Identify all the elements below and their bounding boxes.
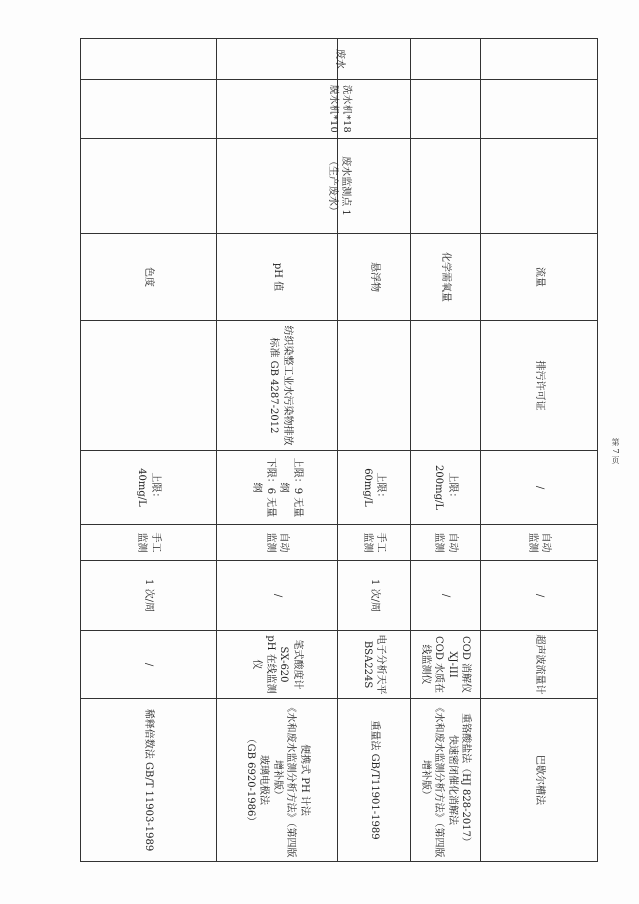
analysis-cell: 重量法 GB/T11901-1989: [368, 720, 380, 840]
analysis-cell: 稀释倍数法 GB/T 11903-1989: [143, 708, 155, 852]
method-cell: 自动 监测: [527, 532, 552, 553]
instrument-cell: 笔式酸度计 SX-620 pH 在线监测仪: [251, 635, 303, 694]
pollutant-cell: 色度: [143, 267, 155, 287]
frequency-cell: /: [440, 593, 452, 598]
source-cell: 洗水机*18 脱水机*10: [328, 84, 352, 134]
frequency-cell: /: [533, 593, 545, 598]
instrument-cell: COD 消解仪 XJ-III COD 水质在线监测仪: [420, 635, 472, 694]
pollutant-cell: 化学需氧量: [440, 252, 452, 302]
analysis-cell: 重铬酸盐法（HJ 828-2017） 快速密闭催化消解法 《水和废水监测分析方法》（第四版增补版）: [420, 702, 472, 858]
frequency-cell: 1 次/周: [368, 579, 380, 612]
basis-permit-cell: 排污许可证: [533, 360, 545, 411]
frequency-cell: /: [271, 593, 283, 598]
method-cell: 自动 监测: [265, 532, 290, 553]
method-cell: 手工 监测: [136, 532, 161, 553]
instrument-cell: 超声波流量计: [533, 634, 545, 695]
analysis-cell: 巴歇尔槽法: [533, 755, 545, 805]
monitoring-table: [80, 38, 598, 862]
pollutant-cell: 悬浮物: [368, 262, 380, 292]
instrument-cell: /: [143, 662, 155, 667]
pollutant-cell: pH 值: [271, 262, 283, 292]
limit-cell: 上限： 60mg/L: [362, 468, 387, 507]
limit-cell: 上限： 40mg/L: [136, 468, 161, 507]
page-number: 第 7 页: [611, 437, 620, 465]
category-cell: 废水: [333, 49, 345, 69]
monitoring-point-cell: 废水监测点 1 （生产废水）: [327, 156, 352, 216]
instrument-cell: 电子分析天平 BSA224S: [362, 634, 387, 695]
frequency-cell: 1 次/周: [143, 579, 155, 612]
analysis-cell: 便携式 PH 计法 《水和废水监测分析方法》（第四版增补版） 玻璃电极法 （GB 6920-1986）: [244, 702, 310, 858]
standard-cell: 纺织染整工业水污染物排放标准 GB 4287-2012: [268, 325, 293, 446]
limit-cell: 上限：9 无量纲 下限：6 无量纲: [251, 457, 303, 518]
pollutant-cell: 流量: [533, 267, 545, 287]
limit-cell: 上限： 200mg/L: [433, 465, 458, 510]
method-cell: 自动 监测: [433, 532, 458, 553]
limit-cell: /: [533, 485, 545, 490]
method-cell: 手工 监测: [362, 532, 387, 553]
